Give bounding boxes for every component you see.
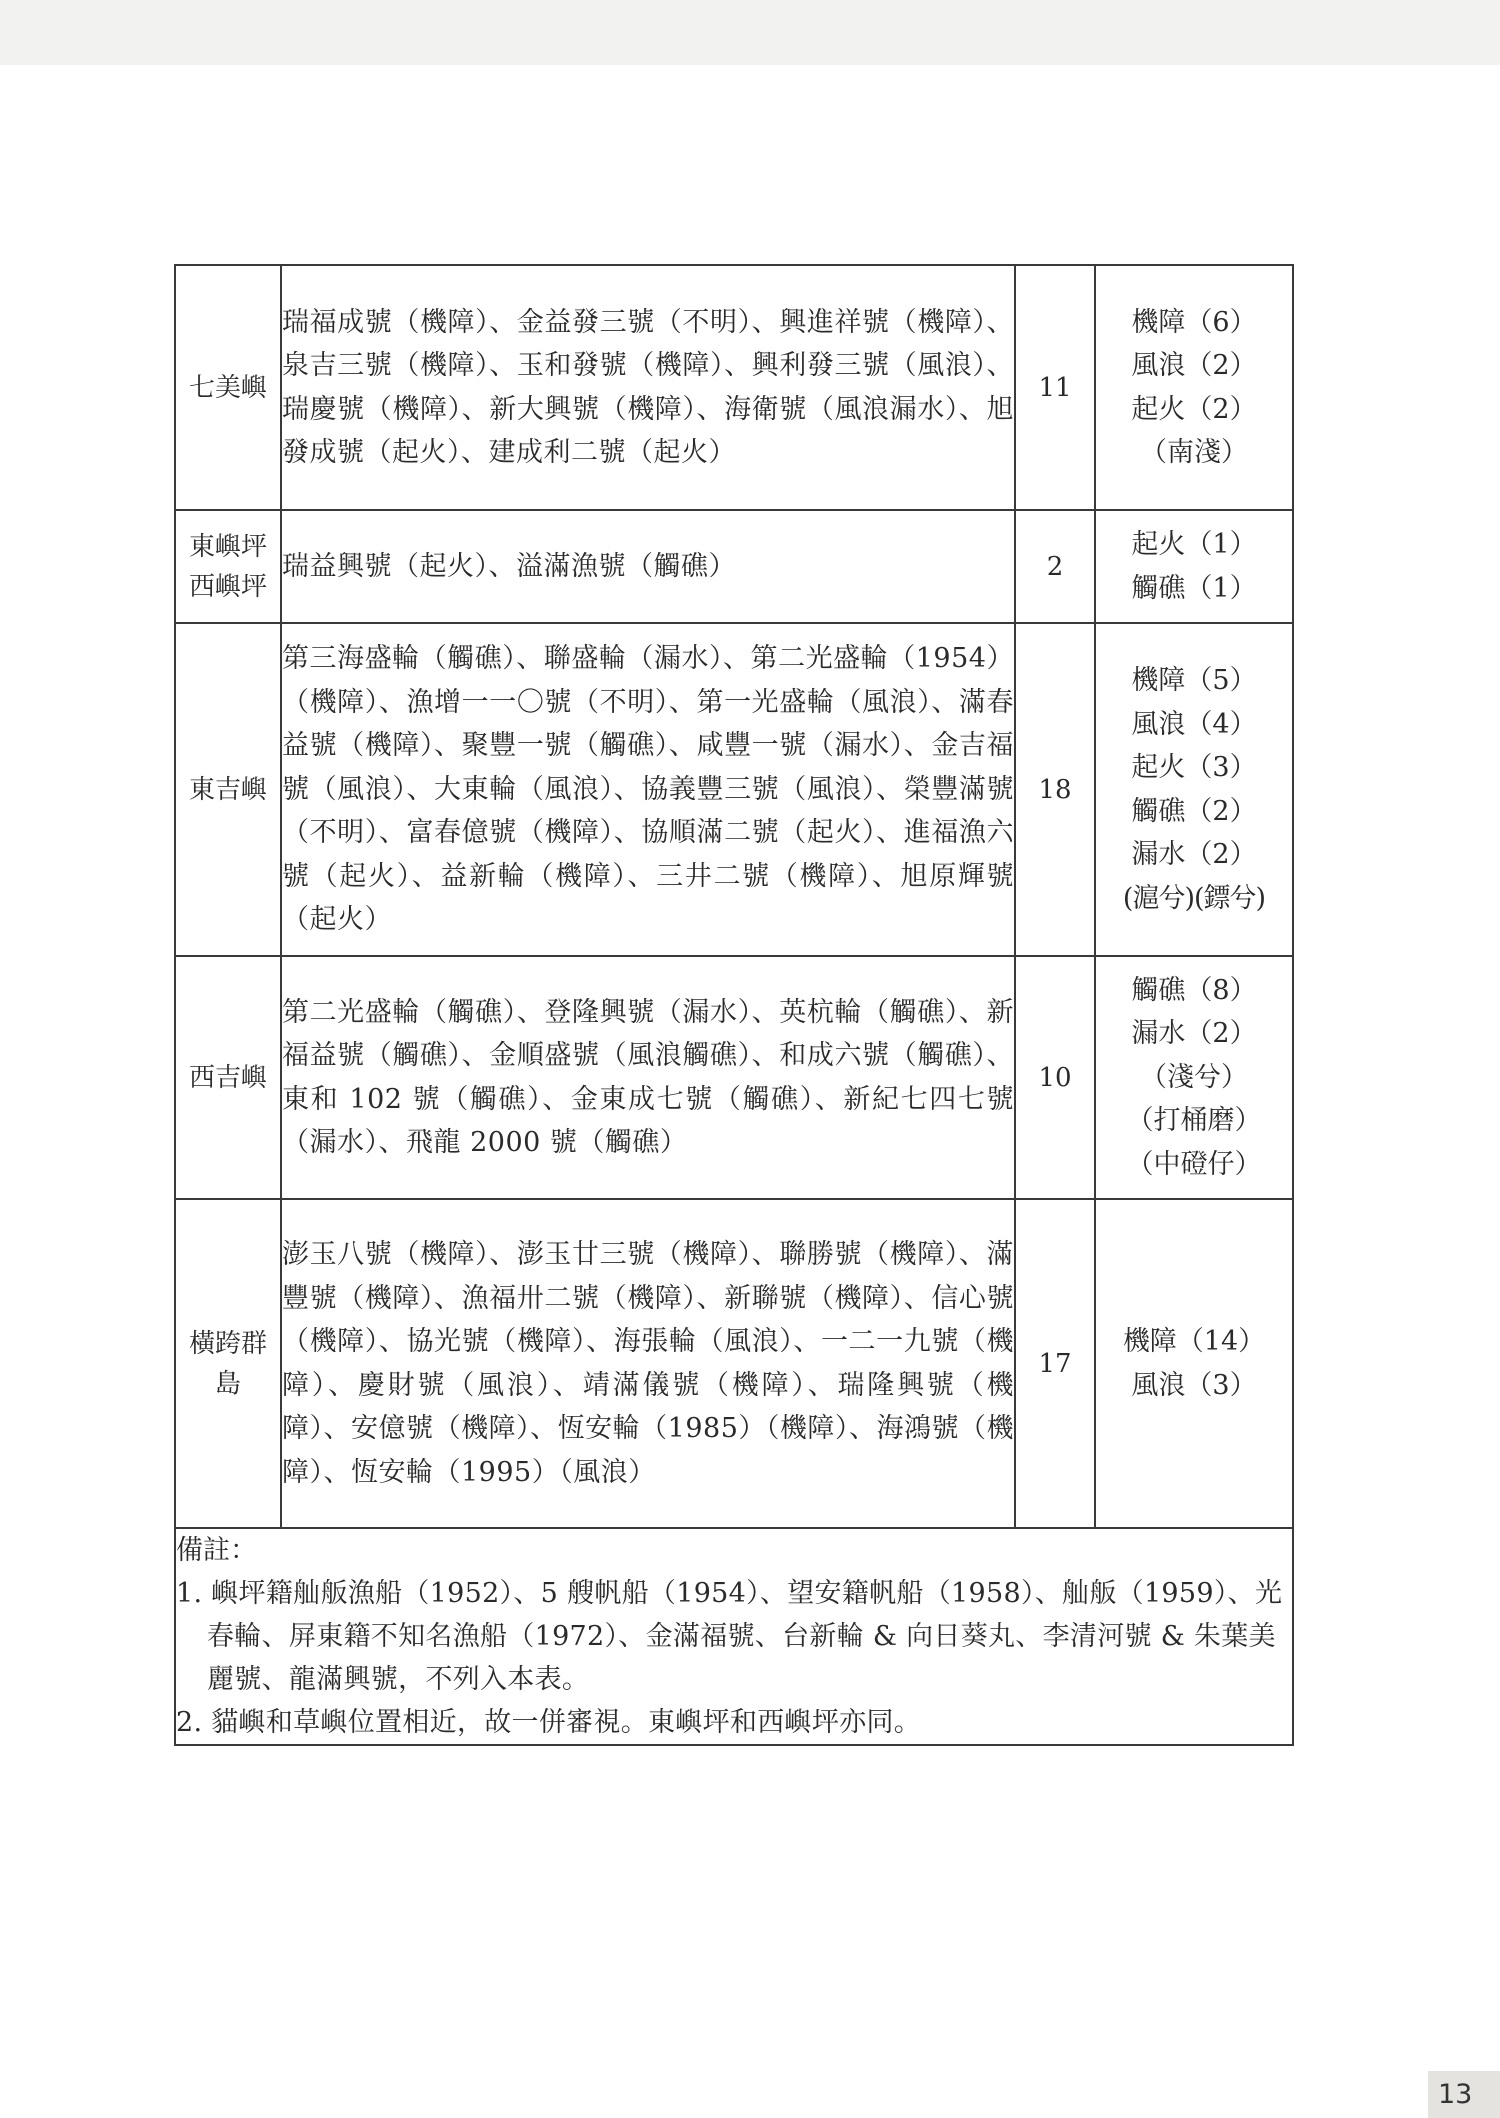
cause-entry: 觸礁（1） bbox=[1131, 572, 1257, 604]
island-name: 西吉嶼 bbox=[188, 1062, 267, 1093]
island-name: 島 bbox=[214, 1368, 241, 1399]
note-item: 1. 嶼坪籍舢舨漁船（1952）、5 艘帆船（1954）、望安籍帆船（1958）、舢舨（1959）、光春輪、屏東籍不知名漁船（1972）、金滿福號、台新輪 & 向日葵丸、李清河號 & 朱葉美麗號、龍滿興號，不列入本表。 bbox=[176, 1578, 1283, 1695]
table-row bbox=[175, 956, 1293, 1199]
table-row bbox=[175, 623, 1293, 956]
wreck-count: 11 bbox=[1015, 265, 1095, 510]
cause-entry: 機障（14） bbox=[1122, 1326, 1266, 1357]
wreck-count: 10 bbox=[1015, 956, 1095, 1199]
page-number: 13 bbox=[1428, 2071, 1500, 2118]
shipwreck-table bbox=[174, 264, 1294, 1746]
cause-entry: 起火（1） bbox=[1131, 529, 1257, 560]
cause-entry: 漏水（2） bbox=[1131, 1018, 1257, 1050]
cause-cell bbox=[1095, 1199, 1293, 1528]
table-row bbox=[175, 1199, 1293, 1528]
notes-row bbox=[175, 1528, 1293, 1745]
wreck-count: 2 bbox=[1015, 510, 1095, 623]
island-name: 七美嶼 bbox=[188, 372, 267, 403]
cause-entry: 觸礁（8） bbox=[1131, 974, 1257, 1006]
cause-entry: （淺兮） bbox=[1140, 1061, 1248, 1093]
ship-list: 瑞福成號（機障）、金益發三號（不明）、興進祥號（機障）、泉吉三號（機障）、玉和發號（機障）、興利發三號（風浪）、瑞慶號（機障）、新大興號（機障）、海衛號（風浪漏水）、旭發成號（起火）、建成利二號（起火） bbox=[281, 265, 1015, 510]
cause-cell bbox=[1095, 623, 1293, 956]
wreck-count: 18 bbox=[1015, 623, 1095, 956]
cause-entry: 觸礁（2） bbox=[1131, 795, 1257, 827]
cause-entry: 風浪（2） bbox=[1131, 350, 1257, 381]
cause-entry: 起火（3） bbox=[1131, 752, 1257, 783]
cause-entry: 起火（2） bbox=[1131, 393, 1257, 425]
island-cell bbox=[175, 623, 281, 956]
island-cell bbox=[175, 1199, 281, 1528]
cause-cell bbox=[1095, 265, 1293, 510]
cause-entry: 漏水（2） bbox=[1131, 839, 1257, 870]
cause-entry: （打桶磨） bbox=[1126, 1105, 1262, 1137]
wreck-count: 17 bbox=[1015, 1199, 1095, 1528]
island-name: 東嶼坪 bbox=[188, 531, 267, 562]
ship-list: 第三海盛輪（觸礁）、聯盛輪（漏水）、第二光盛輪（1954）（機障）、漁增一一〇號（不明）、第一光盛輪（風浪）、滿春益號（機障）、聚豐一號（觸礁）、咸豐一號（漏水）、金吉福號（風浪）、大東輪（風浪）、協義豐三號（風浪）、榮豐滿號（不明）、富春億號（機障）、協順滿二號（起火）、進福漁六號（起火）、益新輪（機障）、三井二號（機障）、旭原輝號（起火） bbox=[281, 623, 1015, 956]
cause-entry: (滬兮)(鏢兮) bbox=[1122, 882, 1266, 914]
scan-top-margin bbox=[0, 0, 1500, 65]
notes-heading: 備註： bbox=[176, 1535, 257, 1566]
table-row bbox=[175, 510, 1293, 623]
note-item: 2. 貓嶼和草嶼位置相近，故一併審視。東嶼坪和西嶼坪亦同。 bbox=[176, 1707, 922, 1738]
ship-list: 第二光盛輪（觸礁）、登隆興號（漏水）、英杭輪（觸礁）、新福益號（觸礁）、金順盛號（風浪觸礁）、和成六號（觸礁）、東和 102 號（觸礁）、金東成七號（觸礁）、新紀七四七號（漏水）、飛龍 2000 號（觸礁） bbox=[281, 956, 1015, 1199]
cause-entry: （南淺） bbox=[1140, 437, 1248, 468]
cause-cell bbox=[1095, 956, 1293, 1199]
island-name: 東吉嶼 bbox=[188, 774, 267, 805]
ship-list: 瑞益興號（起火）、溢滿漁號（觸礁） bbox=[281, 510, 1015, 623]
cause-entry: 風浪（4） bbox=[1131, 708, 1257, 740]
island-name: 西嶼坪 bbox=[188, 571, 267, 602]
cause-entry: 機障（5） bbox=[1131, 665, 1257, 696]
island-cell bbox=[175, 265, 281, 510]
table-row bbox=[175, 265, 1293, 510]
notes-cell bbox=[175, 1528, 1293, 1745]
cause-cell bbox=[1095, 510, 1293, 623]
cause-entry: 風浪（3） bbox=[1131, 1369, 1257, 1401]
cause-entry: 機障（6） bbox=[1131, 306, 1257, 338]
island-name: 橫跨群 bbox=[188, 1328, 267, 1359]
island-cell bbox=[175, 510, 281, 623]
island-cell bbox=[175, 956, 281, 1199]
ship-list: 澎玉八號（機障）、澎玉廿三號（機障）、聯勝號（機障）、滿豐號（機障）、漁福卅二號（機障）、新聯號（機障）、信心號（機障）、協光號（機障）、海張輪（風浪）、一二一九號（機障）、慶財號（風浪）、靖滿儀號（機障）、瑞隆興號（機障）、安億號（機障）、恆安輪（1985）（機障）、海鴻號（機障）、恆安輪（1995）（風浪） bbox=[281, 1199, 1015, 1528]
cause-entry: （中磴仔） bbox=[1126, 1148, 1262, 1180]
